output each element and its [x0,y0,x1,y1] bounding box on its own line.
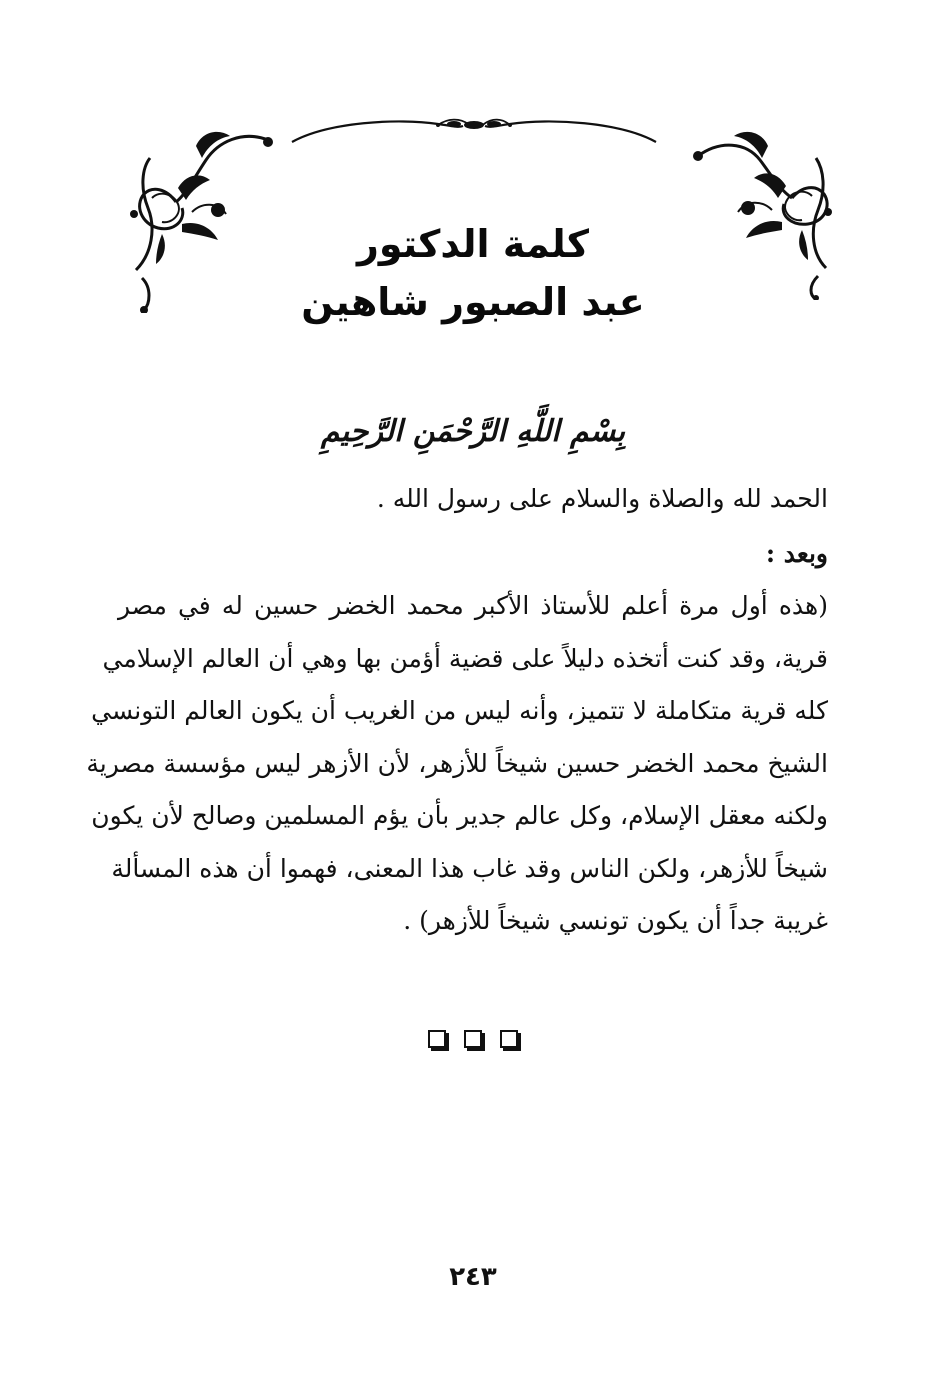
page-title-line-1: كلمة الدكتور [357,222,589,266]
body-paragraph [86,580,828,948]
body-line: (هذه أول مرة أعلم للأستاذ الأكبر محمد الخضر حسين له في مصر [118,591,828,620]
body-line: الشيخ محمد الخضر حسين شيخاً للأزهر، لأن الأزهر ليس مؤسسة مصرية [86,748,828,778]
section-separator-icon [0,1030,946,1048]
opening-praise-text: الحمد لله والصلاة والسلام على رسول الله . [376,484,828,513]
square-box-icon [464,1030,482,1048]
page-number: ٢٤٣ [449,1262,497,1292]
basmala-calligraphy: بِسْمِ اللَّهِ الرَّحْمَنِ الرَّحِيمِ [320,414,626,449]
body-line: قرية، وقد كنت أتخذه دليلاً على قضية أؤمن بها وهي أن العالم الإسلامي [102,643,828,673]
body-line: ولكنه معقل الإسلام، وكل عالم جدير بأن يؤم المسلمين وصالح لأن يكون [91,801,828,830]
body-line: غريبة جداً أن يكون تونسي شيخاً للأزهر) . [403,906,828,935]
square-box-icon [500,1030,518,1048]
transition-heading: وبعد : [765,539,828,568]
page-title-line-2: عبد الصبور شاهين [301,280,645,324]
body-line: شيخاً للأزهر، ولكن الناس وقد غاب هذا المعنى، فهموا أن هذه المسألة [111,853,828,883]
body-line: كله قرية متكاملة لا تتميز، وأنه ليس من الغريب أن يكون العالم التونسي [91,696,828,725]
square-box-icon [428,1030,446,1048]
right-corner-arabesque-icon [688,128,838,300]
top-scroll-ornament-icon [288,112,660,152]
